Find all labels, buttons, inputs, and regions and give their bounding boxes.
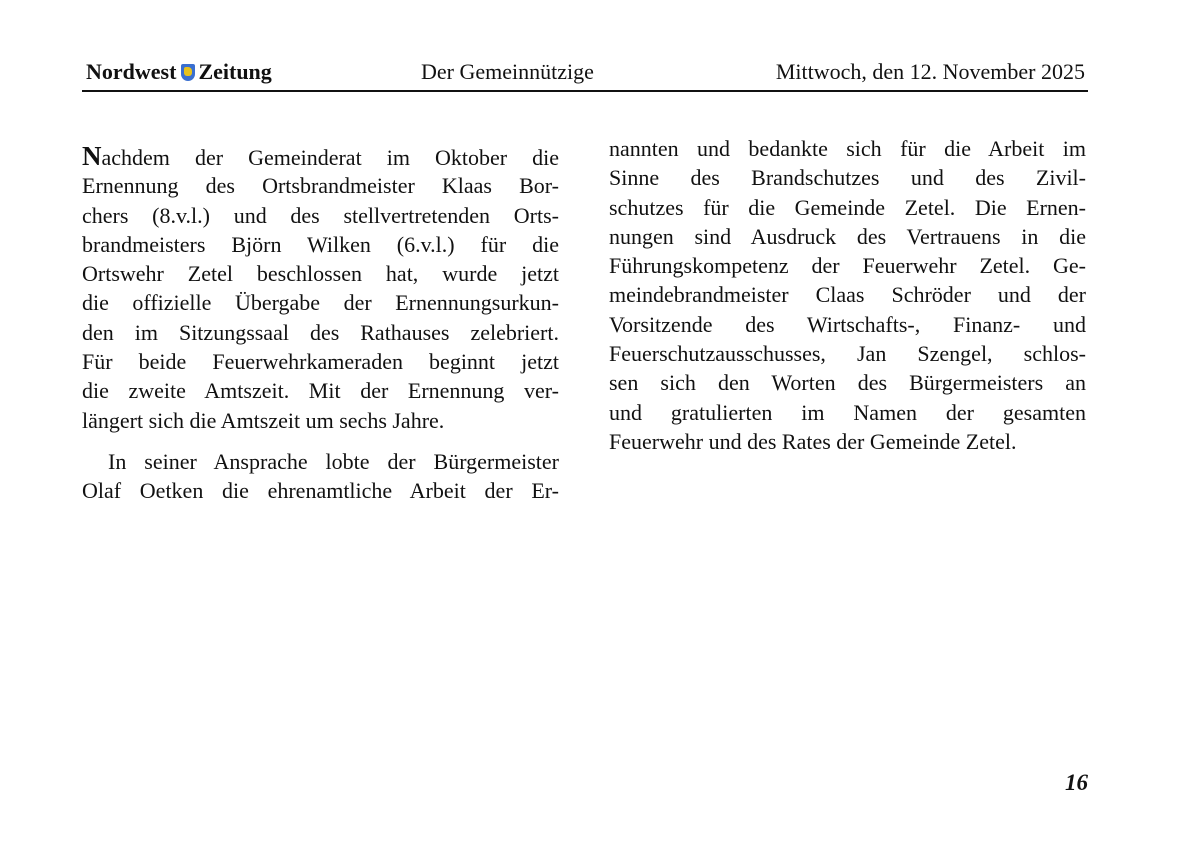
text-line: sen sich den Worten des Bürgermeisters an (609, 370, 1086, 396)
issue-date: Mittwoch, den 12. November 2025 (775, 59, 1085, 84)
text-line: nannten und bedankte sich für die Arbeit im (609, 136, 1086, 161)
text-line: Nachdem der Gemeinderat im Oktober die (82, 141, 559, 171)
text-line: Feuerschutzausschusses, Jan Szengel, schlos- (609, 341, 1086, 367)
text-line: die zweite Amtszeit. Mit der Ernennung ver- (82, 378, 559, 404)
article-column-2 (609, 134, 1086, 456)
brand-left: Nordwest (86, 59, 177, 84)
page-number: 16 (1065, 770, 1088, 795)
text-line: Feuerwehr und des Rates der Gemeinde Zetel. (609, 428, 1017, 454)
text-line: brandmeisters Björn Wilken (6.v.l.) für die (82, 231, 559, 257)
text-line: In seiner Ansprache lobte der Bürgermeister (108, 448, 559, 474)
text-line: und gratulierten im Namen der gesamten (609, 399, 1086, 425)
text-line: längert sich die Amtszeit um sechs Jahre. (82, 407, 445, 433)
text-line: Für beide Feuerwehrkameraden beginnt jetzt (82, 349, 559, 375)
text-line: Olaf Oetken die ehrenamtliche Arbeit der Er- (82, 478, 559, 504)
supplement-title: Der Gemeinnützige (421, 59, 594, 84)
text-line: nungen sind Ausdruck des Vertrauens in die (609, 223, 1086, 249)
text-line: meindebrandmeister Claas Schröder und der (609, 282, 1086, 308)
text-line: chers (8.v.l.) und des stellvertretenden Orts- (82, 202, 559, 228)
paragraph-gap (82, 435, 559, 447)
text-line: Vorsitzende des Wirtschafts-, Finanz- und (609, 311, 1086, 337)
text-line: Ortswehr Zetel beschlossen hat, wurde jetzt (82, 261, 559, 287)
header-rule (82, 90, 1088, 92)
text-line: Ernennung des Ortsbrandmeister Klaas Bor- (82, 173, 559, 199)
newspaper-logo (86, 58, 272, 86)
text-line: Führungskompetenz der Feuerwehr Zetel. Ge- (609, 253, 1086, 279)
drop-cap: N (82, 141, 102, 171)
text-line: den im Sitzungssaal des Rathauses zelebriert. (82, 319, 559, 345)
text-line: Sinne des Brandschutzes und des Zivil- (609, 165, 1086, 191)
text-line: schutzes für die Gemeinde Zetel. Die Ernen- (609, 194, 1086, 220)
text-line: die offizielle Übergabe der Ernennungsurkun- (82, 290, 559, 316)
coat-of-arms-icon (181, 64, 195, 81)
article-column-1 (82, 142, 559, 506)
brand-right: Zeitung (198, 59, 272, 84)
